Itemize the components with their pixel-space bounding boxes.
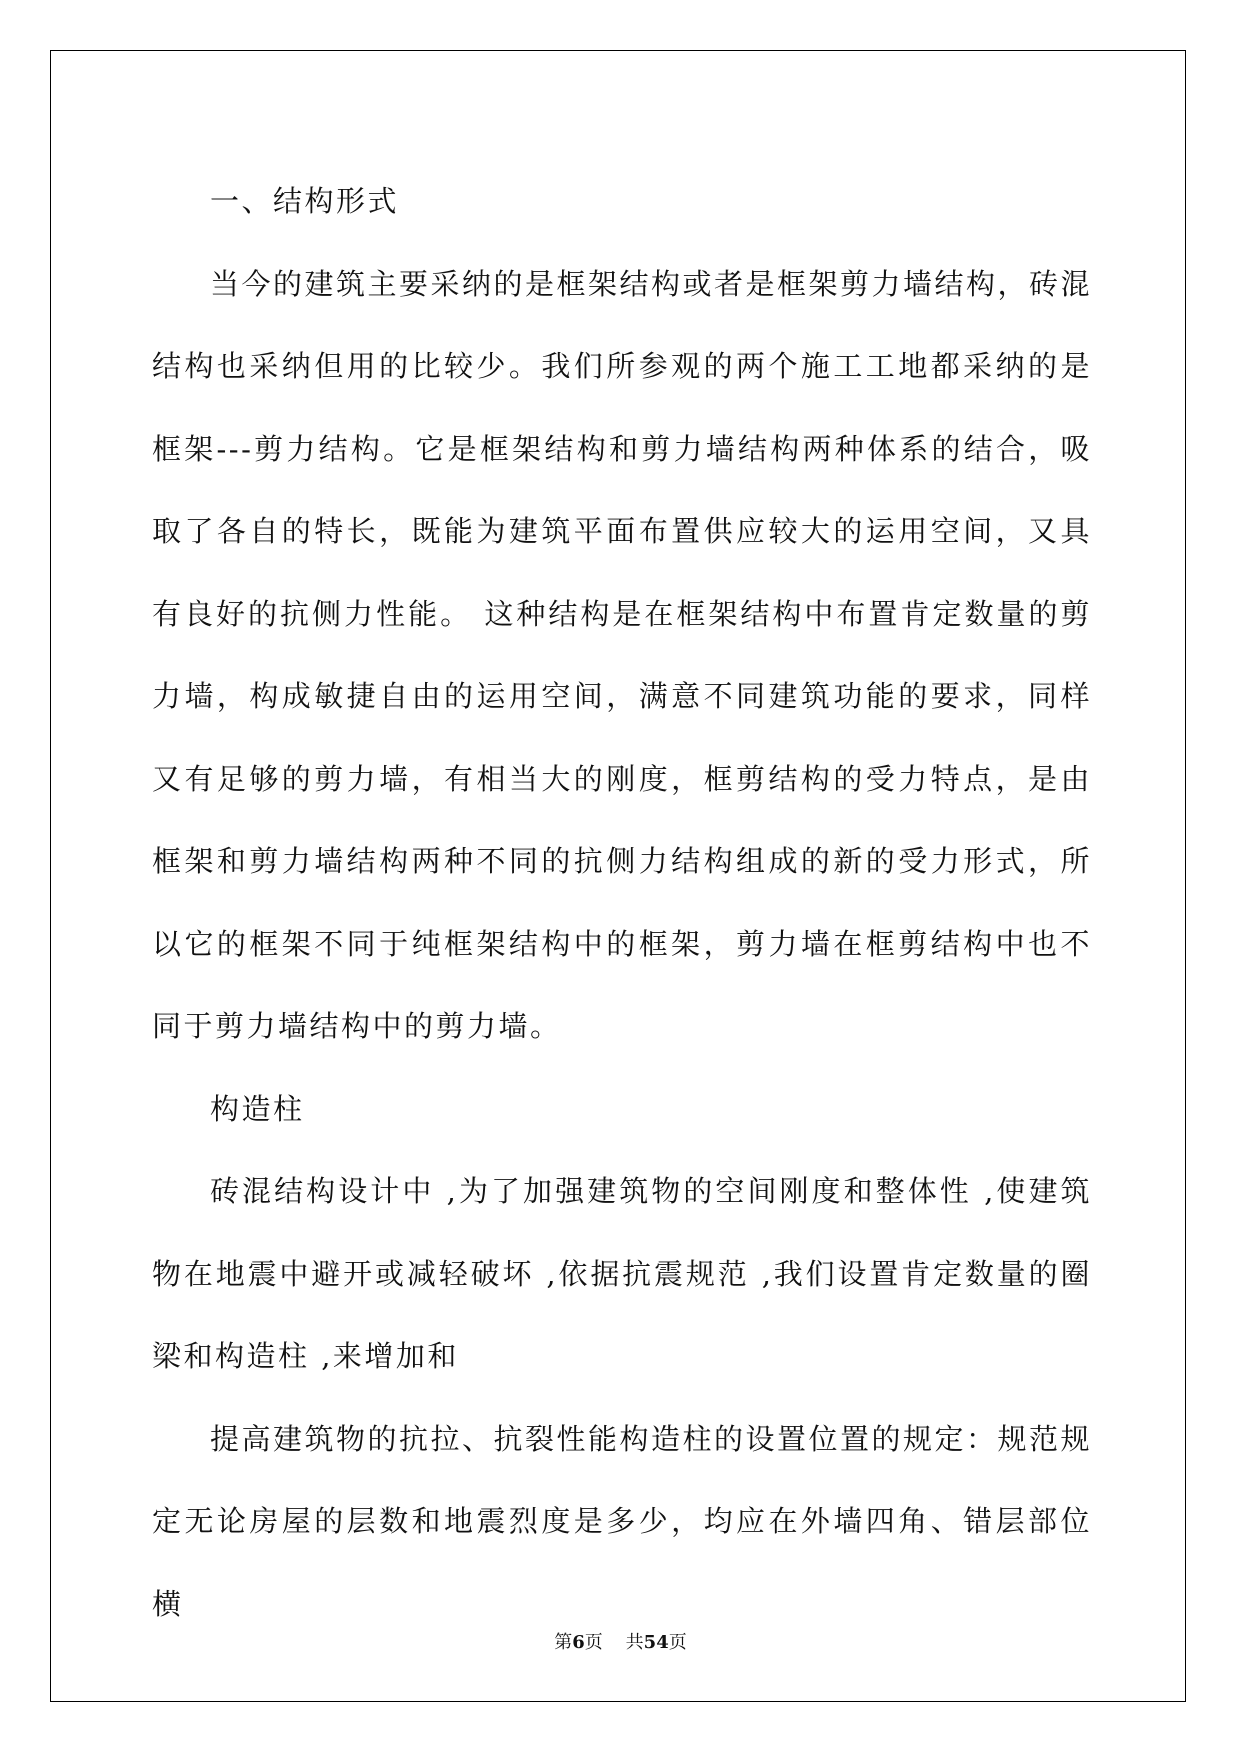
- footer-prefix: 第: [554, 1632, 573, 1653]
- section-heading-structure-form: 一、结构形式: [210, 184, 400, 218]
- paragraph-brick-concrete: 砖混结构设计中 ,为了加强建筑物的空间刚度和整体性 ,使建筑物在地震中避开或减轻破坏 ,依据抗震规范 ,我们设置肯定数量的圈梁和构造柱 ,来增加和: [152, 1174, 1092, 1373]
- document-body: [152, 160, 1092, 1645]
- current-page-number: 6: [572, 1632, 585, 1653]
- footer-total-prefix: 共: [625, 1632, 644, 1653]
- section-heading-constructional-column: 构造柱: [210, 1091, 305, 1126]
- paragraph-frame-structure: 当今的建筑主要采纳的是框架结构或者是框架剪力墙结构，砖混结构也采纳但用的比较少。我们所参观的两个施工工地都采纳的是框架---剪力结构。它是框架结构和剪力墙结构两种体系的结合，吸取了各自的特长，既能为建筑平面布置供应较大的运用空间，又具有良好的抗侧力性能。 这种结构是在框架结构中布置肯定数量的剪力墙，构成敏捷自由的运用空间，满意不同建筑功能的要求，同样又有足够的剪力墙，有相当大的刚度，框剪结构的受力特点，是由框架和剪力墙结构两种不同的抗侧力结构组成的新的受力形式，所以它的框架不同于纯框架结构中的框架，剪力墙在框剪结构中也不同于剪力墙结构中的剪力墙。: [152, 266, 1093, 1043]
- total-page-count: 54: [643, 1632, 669, 1653]
- footer-page-suffix: 页: [584, 1632, 603, 1653]
- footer-total-suffix: 页: [668, 1632, 687, 1653]
- paragraph-column-placement: 提高建筑物的抗拉、抗裂性能构造柱的设置位置的规定：规范规定无论房屋的层数和地震烈度是多少，均应在外墙四角、错层部位横: [152, 1421, 1093, 1621]
- page-footer: [0, 1628, 1241, 1654]
